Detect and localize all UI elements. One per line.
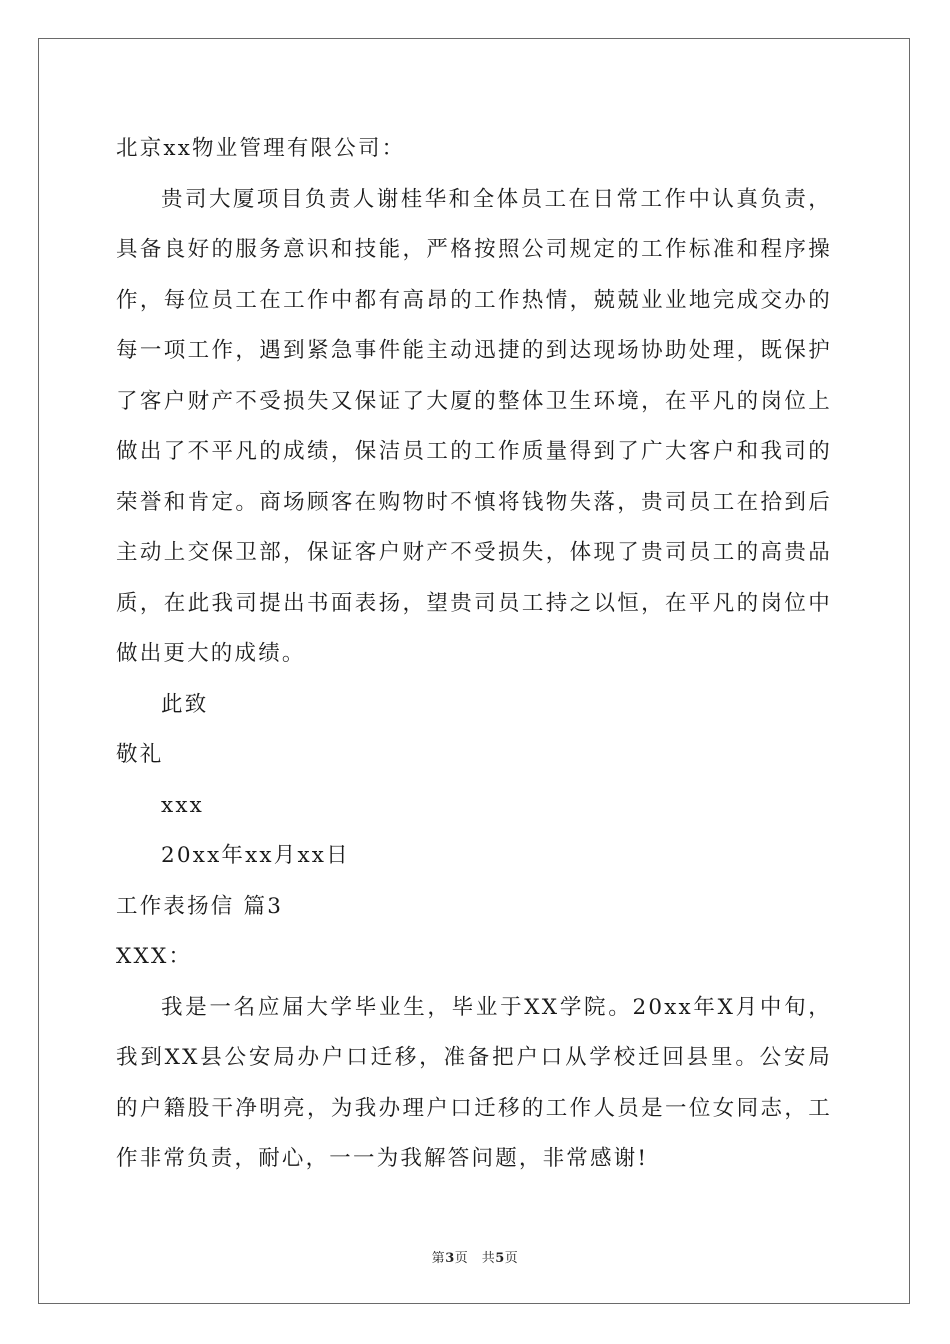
letter1-signer: xxx	[161, 792, 204, 818]
footer-page-prefix: 第	[431, 1251, 446, 1266]
footer-page-mid: 页 共	[454, 1251, 496, 1266]
footer-page-current: 3	[445, 1251, 455, 1266]
letter1-closing-1: 此致	[161, 691, 209, 717]
letter2-body: 我是一名应届大学毕业生，毕业于XX学院。20xx年X月中旬，我到XX县公安局办户口迁移，准备把户口从学校迁回县里。公安局的户籍股干净明亮，为我办理户口迁移的工作人员是一位女同志，工作非常负责，耐心，一一为我解答问题，非常感谢!	[116, 994, 832, 1171]
letter1-salutation: 北京xx物业管理有限公司：	[116, 136, 406, 161]
footer-page-total: 5	[495, 1251, 505, 1266]
letter1-body: 贵司大厦项目负责人谢桂华和全体员工在日常工作中认真负责，具备良好的服务意识和技能，严格按照公司规定的工作标准和程序操作，每位员工在工作中都有高昂的工作热情，兢兢业业地完成交办的每一项工作，遇到紧急事件能主动迅捷的到达现场协助处理，既保护了客户财产不受损失又保证了大厦的整体卫生环境，在平凡的岗位上做出了不平凡的成绩，保洁员工的工作质量得到了广大客户和我司的荣誉和肯定。商场顾客在购物时不慎将钱物失落，贵司员工在拾到后主动上交保卫部，保证客户财产不受损失，体现了贵司员工的高贵品质，在此我司提出书面表扬，望贵司员工持之以恒，在平凡的岗位中做出更大的成绩。	[116, 186, 832, 666]
page-footer	[0, 1247, 950, 1266]
letter1-closing-2: 敬礼	[116, 742, 164, 767]
letter2-salutation: XXX：	[116, 944, 193, 969]
document-content	[116, 124, 832, 1185]
letter1-date: 20xx年xx月xx日	[161, 843, 350, 868]
footer-page-suffix: 页	[504, 1251, 519, 1266]
section-title: 工作表扬信 篇3	[116, 893, 284, 919]
